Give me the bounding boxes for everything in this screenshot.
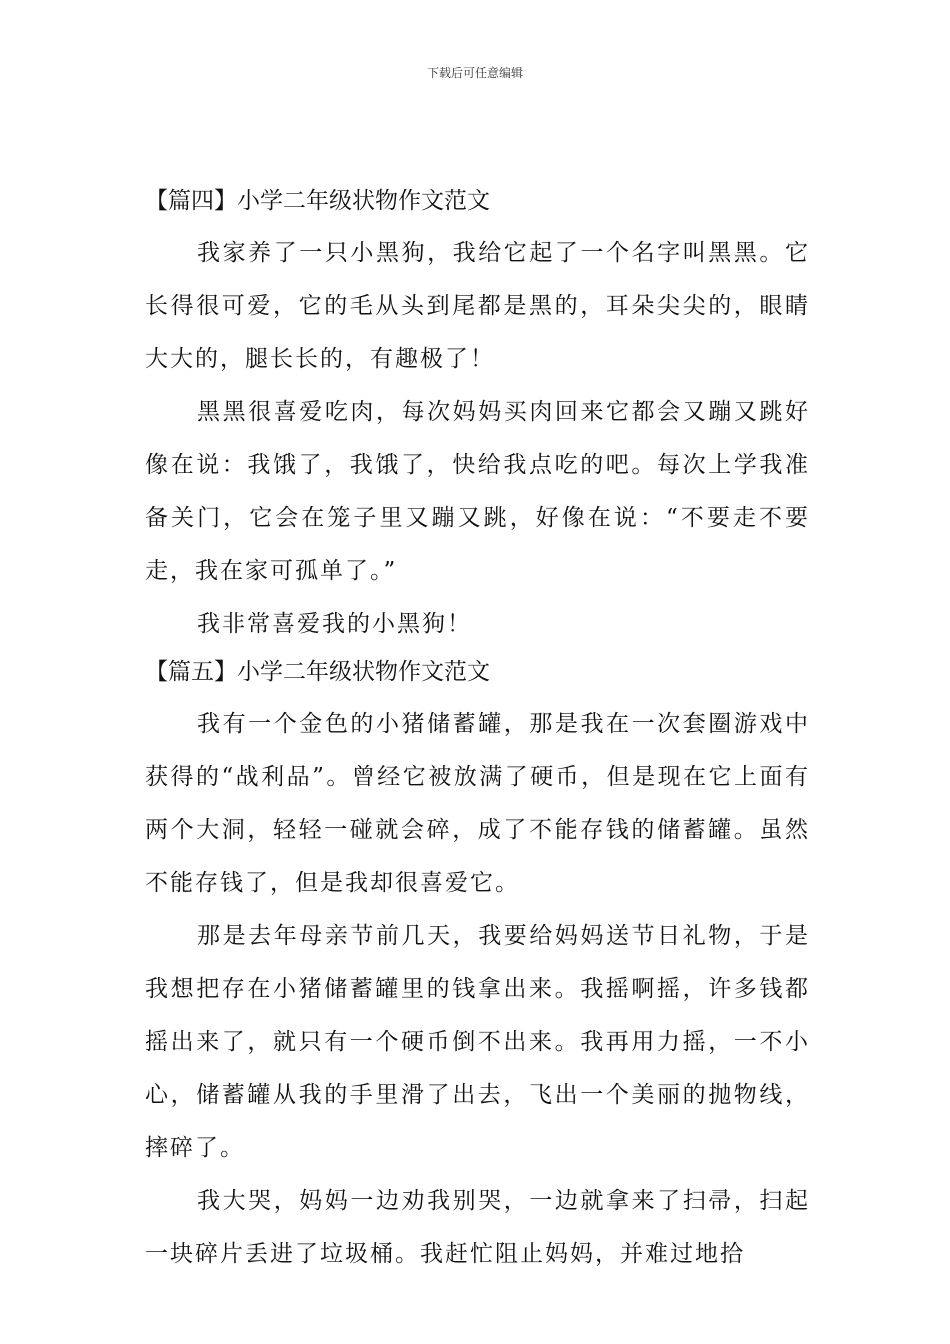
document-body [145, 176, 810, 1281]
section-5-paragraph-1: 我有一个金色的小猪储蓄罐，那是我在一次套圈游戏中获得的“战利品”。曾经它被放满了硬币，但是现在它上面有两个大洞，轻轻一碰就会碎，成了不能存钱的储蓄罐。虽然不能存钱了，但是我却很喜爱它。 [145, 711, 810, 896]
section-4-paragraph-2: 黑黑很喜爱吃肉，每次妈妈买肉回来它都会又蹦又跳好像在说：我饿了，我饿了，快给我点吃的吧。每次上学我准备关门，它会在笼子里又蹦又跳，好像在说：“不要走不要走，我在家可孤单了。” [145, 399, 810, 584]
section-5 [145, 647, 810, 1281]
section-4-paragraph-1: 我家养了一只小黑狗，我给它起了一个名字叫黑黑。它长得很可爱，它的毛从头到尾都是黑的，耳朵尖尖的，眼睛大大的，腿长长的，有趣极了！ [145, 240, 810, 372]
section-4-paragraph-3: 我非常喜爱我的小黑狗！ [197, 611, 472, 637]
section-5-paragraph-2: 那是去年母亲节前几天，我要给妈妈送节日礼物，于是我想把存在小猪储蓄罐里的钱拿出来。我摇啊摇，许多钱都摇出来了，就只有一个硬币倒不出来。我再用力摇，一不小心，储蓄罐从我的手里滑了出去，飞出一个美丽的抛物线，摔碎了。 [145, 923, 810, 1161]
section-4-title: 【篇四】小学二年级状物作文范文 [145, 188, 490, 214]
section-5-paragraph-3: 我大哭，妈妈一边劝我别哭，一边就拿来了扫帚，扫起一块碎片丢进了垃圾桶。我赶忙阻止妈妈，并难过地拾 [145, 1188, 810, 1267]
page-header: 下载后可任意编辑 [426, 66, 523, 80]
section-5-title: 【篇五】小学二年级状物作文范文 [145, 659, 490, 685]
section-4 [145, 176, 810, 651]
